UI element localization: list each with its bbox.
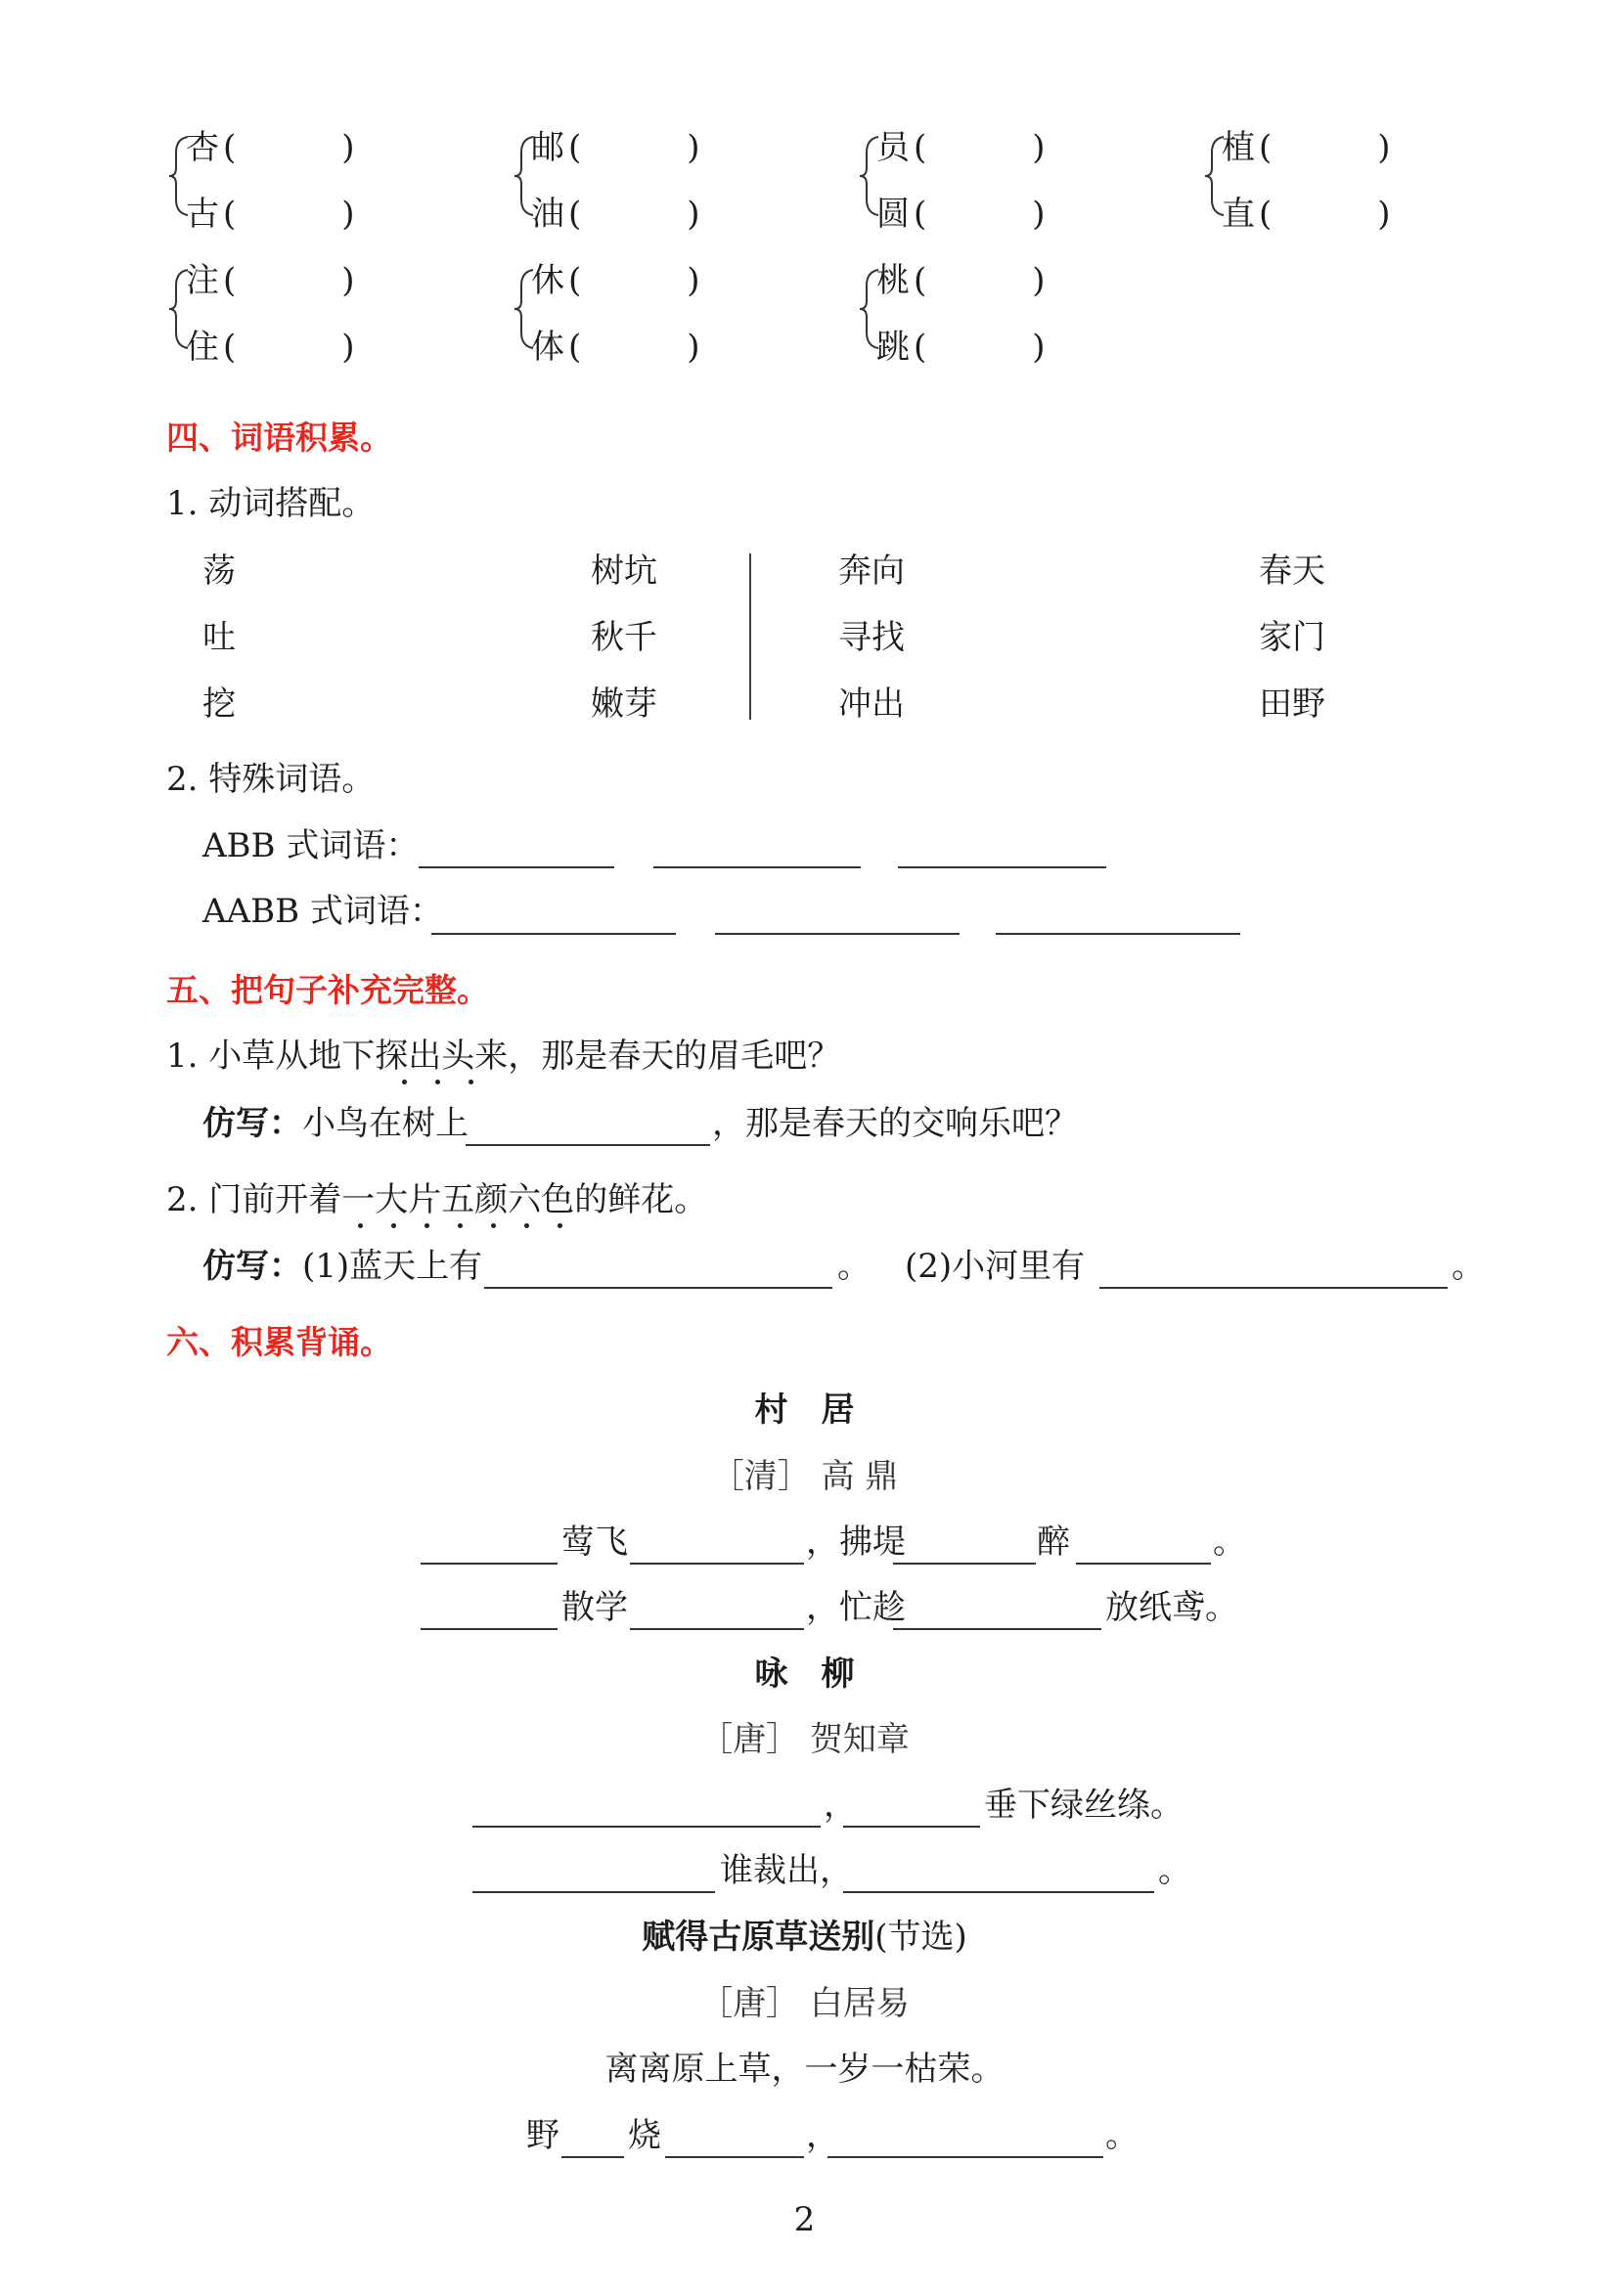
aabb-label: AABB 式词语： [202, 892, 443, 931]
emphasis-dot [391, 1223, 396, 1228]
match-item: 寻找 [838, 618, 905, 657]
pair-bottom: 圆 ( ) [876, 195, 1046, 234]
answer-blank[interactable] [472, 1826, 821, 1828]
pair-bottom: 跳 ( ) [876, 328, 1046, 367]
pair-bottom: 油 ( ) [531, 195, 700, 234]
pair-top: 杏 ( ) [186, 128, 355, 167]
answer-blank[interactable] [893, 1628, 1101, 1630]
emphasis-dot [558, 1223, 562, 1228]
pair-bottom: 直 ( ) [1222, 195, 1391, 234]
match-item: 春天 [1259, 552, 1325, 591]
imitate-5-1: 仿写：小鸟在树上 [202, 1104, 469, 1143]
answer-blank[interactable] [1099, 1287, 1448, 1289]
emphasis-dot [491, 1223, 496, 1228]
poem-title: 赋得古原草送别(节选) [642, 1918, 967, 1957]
answer-blank[interactable] [421, 1628, 558, 1630]
poem-author: ［唐］ 白居易 [699, 1984, 910, 2023]
match-item: 树坑 [591, 552, 657, 591]
question-4-1: 1. 动词搭配。 [166, 484, 376, 523]
imitate-5-2: 仿写：(1)蓝天上有 [202, 1247, 483, 1286]
section-6-heading: 六、积累背诵。 [166, 1323, 392, 1361]
answer-blank[interactable] [466, 1144, 710, 1146]
poem-author: ［唐］ 贺知章 [699, 1720, 910, 1759]
imitate-5-1-end: ，那是春天的交响乐吧？ [712, 1104, 1078, 1143]
match-item: 嫩芽 [591, 684, 657, 724]
page-number: 2 [793, 2200, 816, 2239]
match-item: 荡 [202, 552, 236, 591]
answer-blank[interactable] [561, 2156, 624, 2158]
poem-author: ［清］ 高 鼎 [710, 1457, 899, 1496]
emphasis-dot [458, 1223, 463, 1228]
answer-blank[interactable] [472, 1891, 715, 1893]
emphasis-dot [524, 1223, 529, 1228]
dotted-emphasis: 探出头 [375, 1037, 475, 1076]
abb-label: ABB 式词语： [202, 826, 420, 865]
section-4-heading: 四、词语积累。 [166, 419, 392, 457]
match-item: 家门 [1259, 618, 1325, 657]
question-4-2: 2. 特殊词语。 [166, 760, 376, 799]
pair-top: 植 ( ) [1222, 128, 1391, 167]
answer-blank[interactable] [893, 1563, 1036, 1565]
match-item: 冲出 [838, 684, 905, 724]
question-5-2: 2. 门前开着一大片五颜六色的鲜花。 [166, 1180, 708, 1219]
emphasis-dot [358, 1223, 363, 1228]
emphasis-dot [425, 1223, 429, 1228]
pair-bottom: 古 ( ) [186, 195, 355, 234]
answer-blank[interactable] [827, 2156, 1103, 2158]
pair-top: 桃 ( ) [876, 261, 1046, 300]
pair-top: 邮 ( ) [531, 128, 700, 167]
match-item: 秋千 [591, 618, 657, 657]
answer-blank[interactable] [421, 1563, 558, 1565]
emphasis-dot [402, 1080, 407, 1084]
answer-blank[interactable] [843, 1826, 980, 1828]
answer-blank[interactable] [715, 933, 960, 935]
emphasis-dot [435, 1080, 440, 1084]
answer-blank[interactable] [653, 866, 861, 868]
answer-blank[interactable] [843, 1891, 1154, 1893]
answer-blank[interactable] [898, 866, 1106, 868]
match-item: 田野 [1259, 684, 1325, 724]
answer-blank[interactable] [484, 1287, 832, 1289]
poem-title: 咏 柳 [754, 1655, 855, 1694]
answer-blank[interactable] [630, 1563, 804, 1565]
poem-title: 村 居 [754, 1391, 855, 1430]
answer-blank[interactable] [630, 1628, 804, 1630]
section-5-heading: 五、把句子补充完整。 [166, 971, 489, 1009]
answer-blank[interactable] [665, 2156, 804, 2158]
pair-top: 员 ( ) [876, 128, 1046, 167]
answer-blank[interactable] [419, 866, 614, 868]
pair-bottom: 住 ( ) [186, 328, 355, 367]
dotted-emphasis: 一大片五颜六色 [341, 1180, 575, 1219]
question-5-1: 1. 小草从地下探出头来，那是春天的眉毛吧？ [166, 1037, 841, 1076]
imitate-5-2-b: (2)小河里有 [905, 1247, 1086, 1286]
answer-blank[interactable] [431, 933, 676, 935]
poem-line: 离离原上草，一岁一枯荣。 [604, 2050, 1005, 2089]
answer-blank[interactable] [1076, 1563, 1211, 1565]
pair-top: 注 ( ) [186, 261, 355, 300]
emphasis-dot [469, 1080, 473, 1084]
pair-bottom: 体 ( ) [531, 328, 700, 367]
answer-blank[interactable] [996, 933, 1240, 935]
column-divider [749, 553, 751, 720]
match-item: 挖 [202, 684, 236, 724]
match-item: 奔向 [838, 552, 905, 591]
pair-top: 休 ( ) [531, 261, 700, 300]
match-item: 吐 [202, 618, 236, 657]
